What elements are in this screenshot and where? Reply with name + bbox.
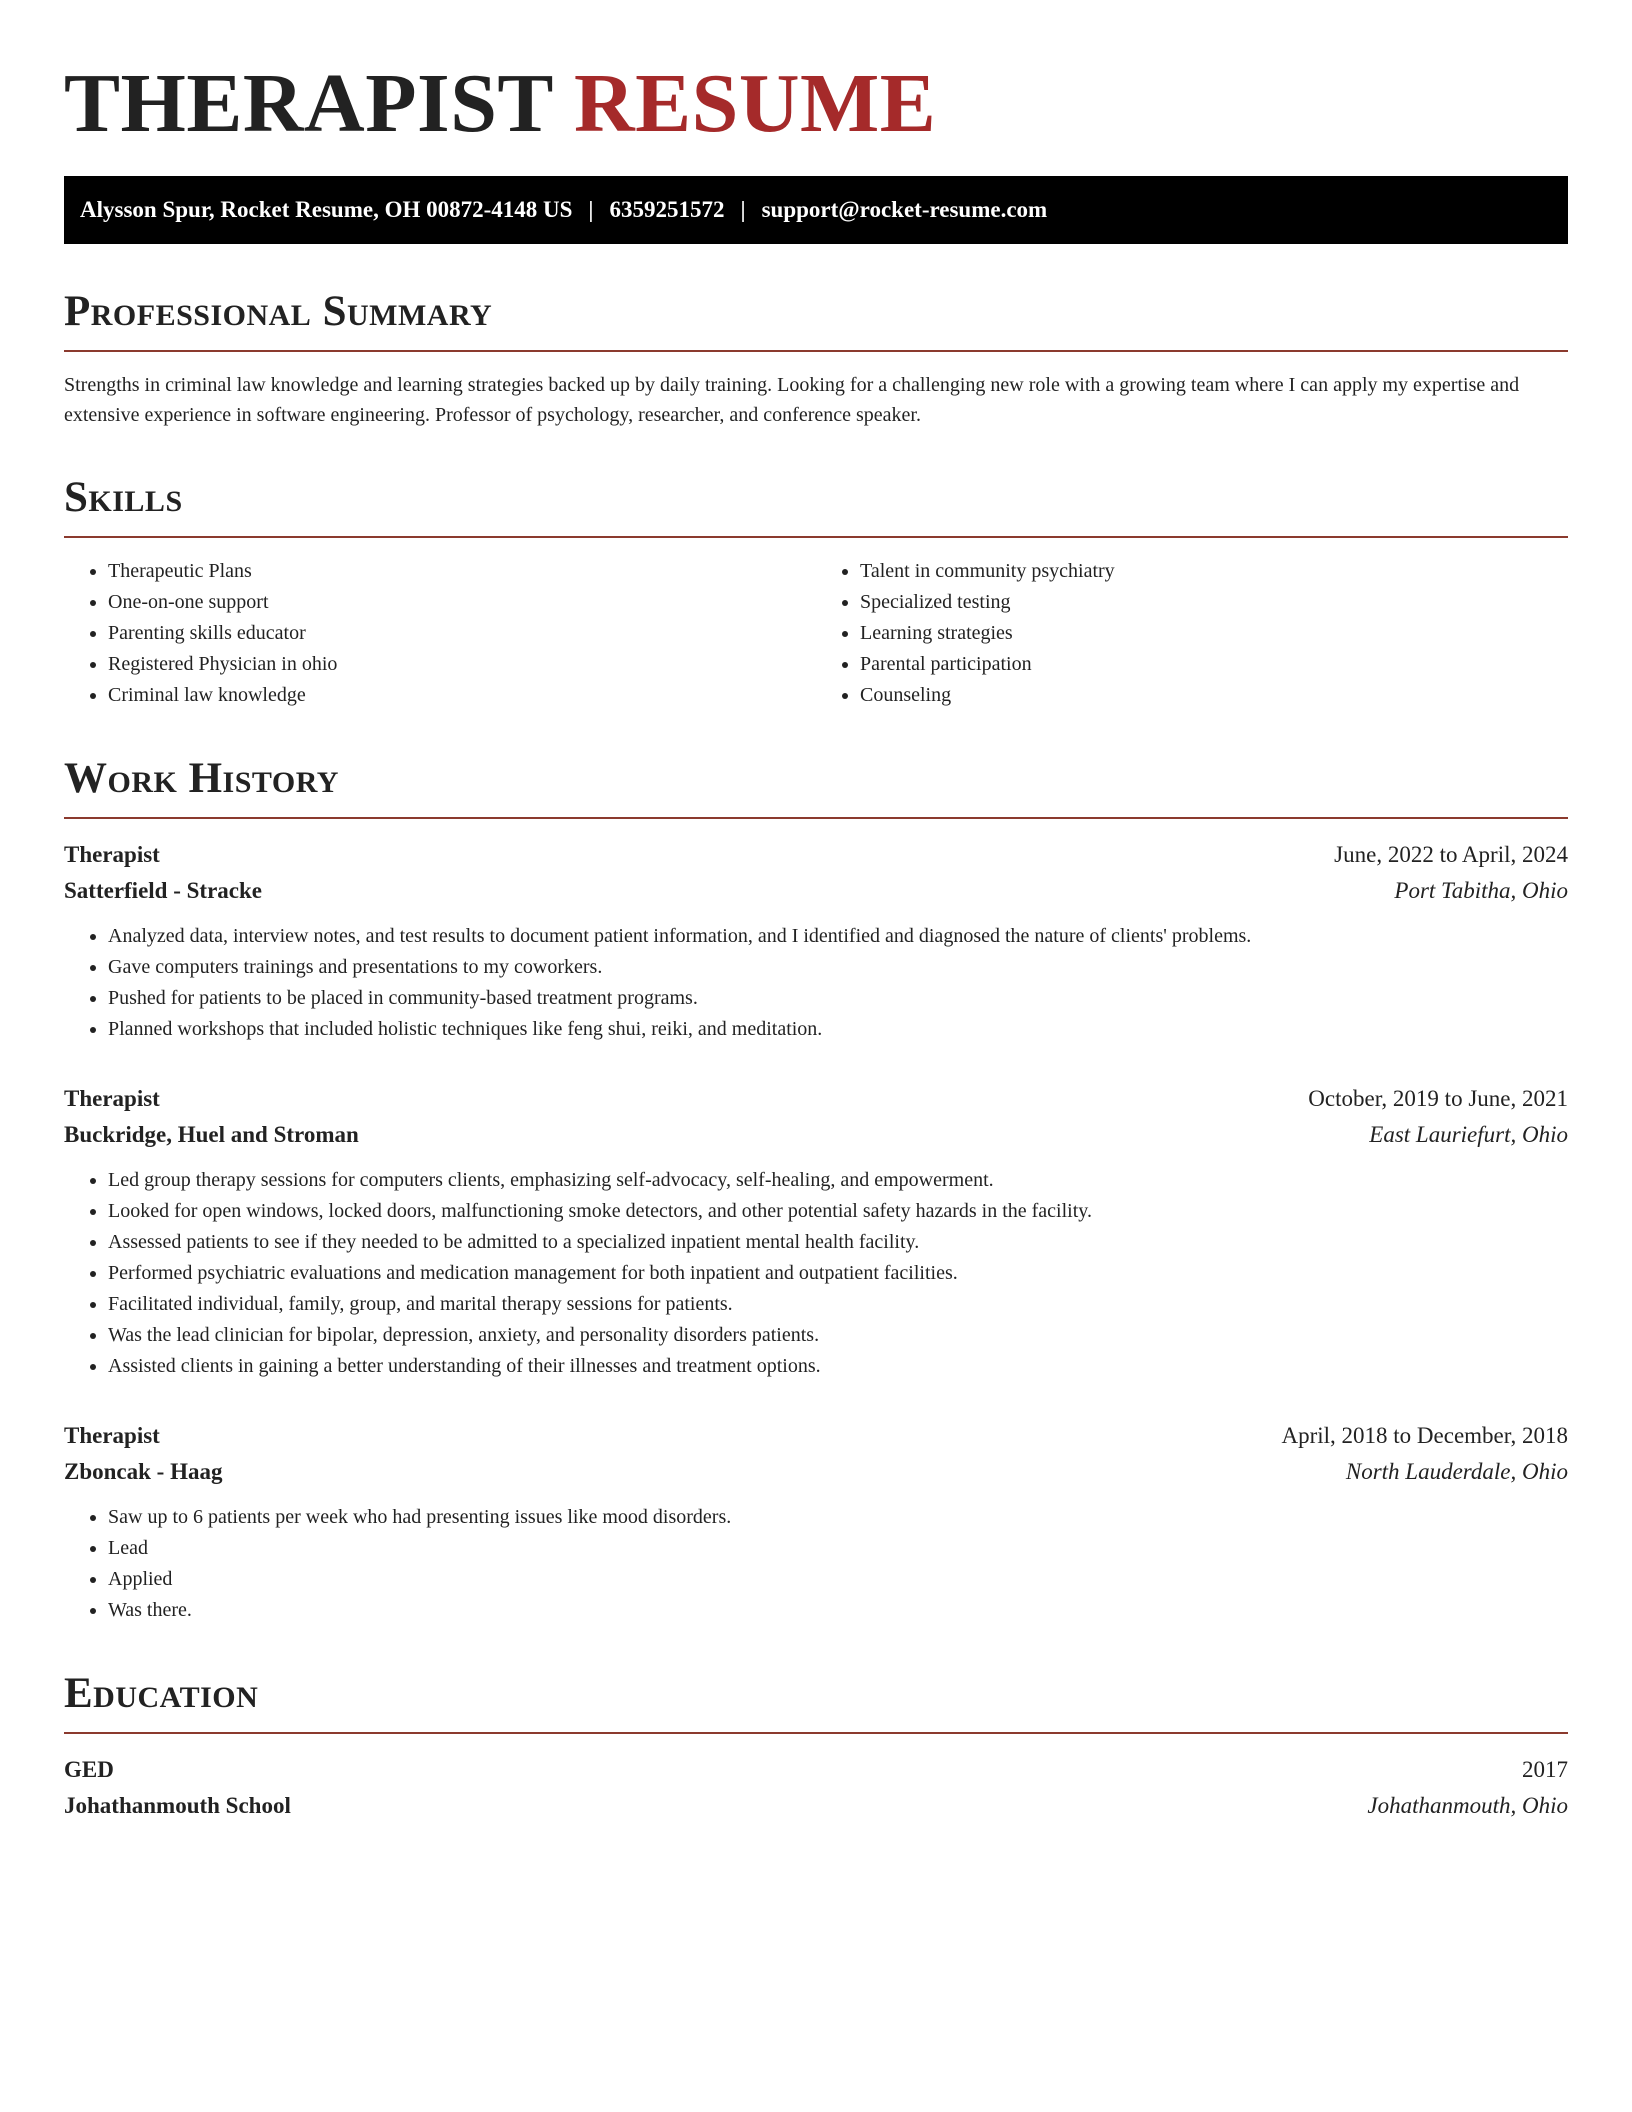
section-divider bbox=[64, 350, 1568, 352]
job-employer: Buckridge, Huel and Stroman bbox=[64, 1122, 359, 1147]
job-location: North Lauderdale, Ohio bbox=[1345, 1459, 1568, 1484]
skill-item: • One-on-one support bbox=[108, 587, 816, 618]
job-employer-row bbox=[64, 1117, 1568, 1153]
job-entry bbox=[64, 1418, 1568, 1626]
job-location: Port Tabitha, Ohio bbox=[1394, 878, 1568, 903]
job-employer-row bbox=[64, 1454, 1568, 1490]
job-bullet: • Facilitated individual, family, group, and marital therapy sessions for patients. bbox=[108, 1289, 1568, 1320]
title-second-word: RESUME bbox=[573, 57, 937, 150]
skill-item: • Therapeutic Plans bbox=[108, 556, 816, 587]
job-employer: Zboncak - Haag bbox=[64, 1459, 223, 1484]
skills-columns bbox=[64, 556, 1568, 711]
job-bullet: • Was the lead clinician for bipolar, depression, anxiety, and personality disorders patients. bbox=[108, 1320, 1568, 1351]
job-bullets bbox=[64, 1502, 1568, 1626]
skills-right-column bbox=[816, 556, 1568, 711]
job-title: Therapist bbox=[64, 1086, 160, 1111]
section-heading-work-history: Work History bbox=[64, 755, 339, 802]
education-header-row bbox=[64, 1752, 1568, 1788]
job-bullet: • Performed psychiatric evaluations and medication management for both inpatient and outpatient facilities. bbox=[108, 1258, 1568, 1289]
job-header-row bbox=[64, 1081, 1568, 1117]
section-heading-summary: Professional Summary bbox=[64, 288, 493, 335]
education-school: Johathanmouth School bbox=[64, 1793, 291, 1818]
section-divider bbox=[64, 536, 1568, 538]
contact-email: support@rocket-resume.com bbox=[761, 197, 1048, 222]
job-bullet: • Analyzed data, interview notes, and test results to document patient information, and I identified and diagnosed the nature of clients' problems. bbox=[108, 921, 1568, 952]
education-school-row bbox=[64, 1788, 1568, 1824]
job-bullet: • Looked for open windows, locked doors, malfunctioning smoke detectors, and other potential safety hazards in the facility. bbox=[108, 1196, 1568, 1227]
job-employer: Satterfield - Stracke bbox=[64, 878, 262, 903]
contact-separator: | bbox=[588, 197, 594, 222]
job-bullet: • Gave computers trainings and presentations to my coworkers. bbox=[108, 952, 1568, 983]
summary-section bbox=[64, 288, 1568, 430]
title-first-word: THERAPIST bbox=[64, 57, 553, 150]
education-degree: GED bbox=[64, 1757, 114, 1782]
job-dates: October, 2019 to June, 2021 bbox=[1308, 1086, 1568, 1111]
job-entry bbox=[64, 837, 1568, 1045]
skill-item: • Counseling bbox=[860, 680, 1568, 711]
skill-item: • Parental participation bbox=[860, 649, 1568, 680]
resume-title bbox=[64, 54, 1568, 154]
job-header-row bbox=[64, 1418, 1568, 1454]
job-bullet: • Applied bbox=[108, 1564, 1568, 1595]
skill-item: • Learning strategies bbox=[860, 618, 1568, 649]
skills-left-column bbox=[64, 556, 816, 711]
skills-section bbox=[64, 474, 1568, 711]
education-year: 2017 bbox=[1522, 1757, 1568, 1782]
skill-item: • Talent in community psychiatry bbox=[860, 556, 1568, 587]
contact-address: Alysson Spur, Rocket Resume, OH 00872-4148 US bbox=[80, 197, 573, 222]
job-title: Therapist bbox=[64, 842, 160, 867]
summary-text: Strengths in criminal law knowledge and learning strategies backed up by daily training. Looking for a challenging new role with a growing team where I can apply my expertise and extensive experience in software engineering. Professor of psychology, researcher, and conference speaker. bbox=[64, 374, 1520, 426]
job-bullet: • Was there. bbox=[108, 1595, 1568, 1626]
education-section bbox=[64, 1670, 1568, 1824]
skill-item: • Specialized testing bbox=[860, 587, 1568, 618]
work-history-section bbox=[64, 755, 1568, 1626]
job-entry bbox=[64, 1081, 1568, 1382]
job-bullet: • Pushed for patients to be placed in community-based treatment programs. bbox=[108, 983, 1568, 1014]
contact-phone: 6359251572 bbox=[609, 197, 725, 222]
section-heading-skills: Skills bbox=[64, 474, 183, 521]
job-bullet: • Assessed patients to see if they needed to be admitted to a specialized inpatient mental health facility. bbox=[108, 1227, 1568, 1258]
skill-item: • Parenting skills educator bbox=[108, 618, 816, 649]
section-divider bbox=[64, 1732, 1568, 1734]
job-location: East Lauriefurt, Ohio bbox=[1369, 1122, 1568, 1147]
job-bullet: • Led group therapy sessions for computers clients, emphasizing self-advocacy, self-healing, and empowerment. bbox=[108, 1165, 1568, 1196]
job-bullet: • Planned workshops that included holistic techniques like feng shui, reiki, and meditation. bbox=[108, 1014, 1568, 1045]
job-title: Therapist bbox=[64, 1423, 160, 1448]
job-dates: June, 2022 to April, 2024 bbox=[1334, 842, 1568, 867]
job-bullets bbox=[64, 921, 1568, 1045]
job-bullet: • Lead bbox=[108, 1533, 1568, 1564]
skill-item: • Criminal law knowledge bbox=[108, 680, 816, 711]
section-divider bbox=[64, 817, 1568, 819]
skill-item: • Registered Physician in ohio bbox=[108, 649, 816, 680]
contact-bar bbox=[64, 176, 1568, 244]
job-dates: April, 2018 to December, 2018 bbox=[1281, 1423, 1568, 1448]
job-employer-row bbox=[64, 873, 1568, 909]
job-bullets bbox=[64, 1165, 1568, 1382]
contact-separator: | bbox=[740, 197, 746, 222]
section-heading-education: Education bbox=[64, 1670, 259, 1717]
job-bullet: • Saw up to 6 patients per week who had presenting issues like mood disorders. bbox=[108, 1502, 1568, 1533]
education-location: Johathanmouth, Ohio bbox=[1367, 1793, 1568, 1818]
job-bullet: • Assisted clients in gaining a better understanding of their illnesses and treatment options. bbox=[108, 1351, 1568, 1382]
education-entry bbox=[64, 1752, 1568, 1824]
job-header-row bbox=[64, 837, 1568, 873]
